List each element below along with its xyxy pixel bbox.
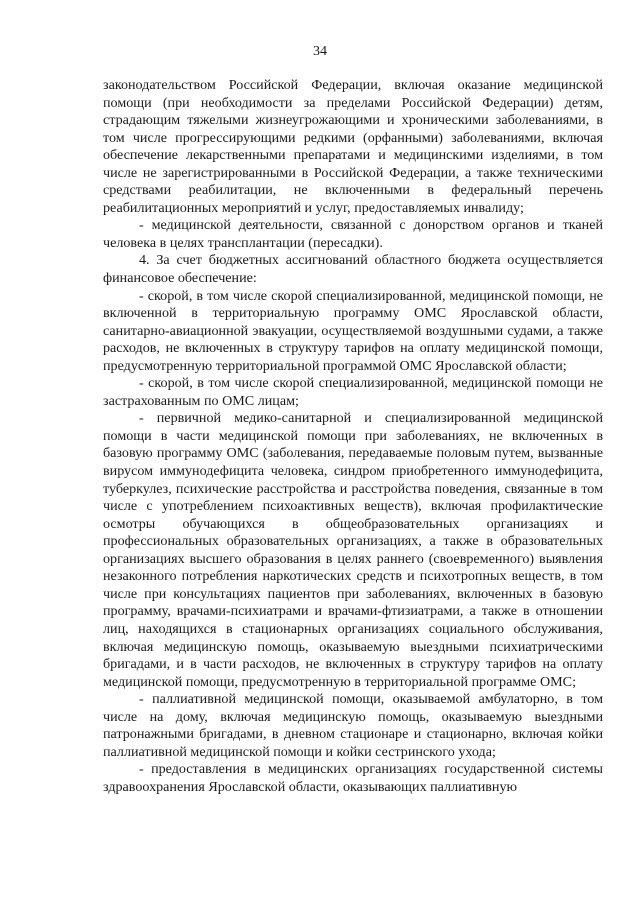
- paragraph-emergency-care: - скорой, в том числе скорой специализированной, медицинской помощи, не включенной в территориальную программу ОМС Ярославской области, санитарно-авиационной эвакуации, осуществляемой воздушными судами, а также расходов, не включенных в структуру тарифов на оплату медицинской помощи, предусмотренную территориальной программой ОМС Ярославской области;: [103, 287, 603, 374]
- paragraph-primary-care: - первичной медико-санитарной и специализированной медицинской помощи в части медицинской помощи при заболеваниях, не включенных в базовую программу ОМС (заболевания, передаваемые половым путем, вызванные вирусом иммунодефицита человека, синдром приобретенного иммунодефицита, туберкулез, психические расстройства и расстройства поведения, связанные в том числе с употреблением психоактивных веществ), включая профилактические осмотры обучающихся в общеобразовательных организациях и профессиональных образовательных организациях, а также в образовательных организациях высшего образования в целях раннего (своевременного) выявления незаконного потребления наркотических средств и психотропных веществ, в том числе при консультациях пациентов при заболеваниях, включенных в базовую программу, врачами-психиатрами и врачами-фтизиатрами, а также в отношении лиц, находящихся в стационарных организациях социального обслуживания, включая медицинскую помощь, оказываемую выездными психиатрическими бригадами, и в части расходов, не включенных в структуру тарифов на оплату медицинской помощи, предусмотренную в территориальной программе ОМС;: [103, 410, 603, 690]
- paragraph-donorship: - медицинской деятельности, связанной с донорством органов и тканей человека в целях трансплантации (пересадки).: [103, 217, 603, 251]
- document-body: [103, 77, 603, 796]
- paragraph-uninsured-emergency: - скорой, в том числе скорой специализированной, медицинской помощи не застрахованным по ОМС лицам;: [103, 375, 603, 409]
- page-number: 34: [313, 44, 327, 59]
- paragraph-palliative-care: - паллиативной медицинской помощи, оказываемой амбулаторно, в том числе на дому, включая медицинскую помощь, оказываемую выездными патронажными бригадами, в дневном стационаре и стационарно, включая койки паллиативной медицинской помощи и койки сестринского ухода;: [103, 691, 603, 760]
- paragraph-continuation: законодательством Российской Федерации, включая оказание медицинской помощи (при необходимости за пределами Российской Федерации) детям, страдающим тяжелыми жизнеугрожающими и хроническими заболеваниями, в том числе прогрессирующими редкими (орфанными) заболеваниями, включая обеспечение лекарственными препаратами и медицинскими изделиями, в том числе не зарегистрированными в Российской Федерации, а также техническими средствами реабилитации, не включенными в федеральный перечень реабилитационных мероприятий и услуг, предоставляемых инвалиду;: [103, 77, 603, 216]
- paragraph-section-4: 4. За счет бюджетных ассигнований областного бюджета осуществляется финансовое обеспечение:: [103, 252, 603, 287]
- paragraph-palliative-provision: - предоставления в медицинских организациях государственной системы здравоохранения Ярославской области, оказывающих паллиативную: [103, 761, 603, 795]
